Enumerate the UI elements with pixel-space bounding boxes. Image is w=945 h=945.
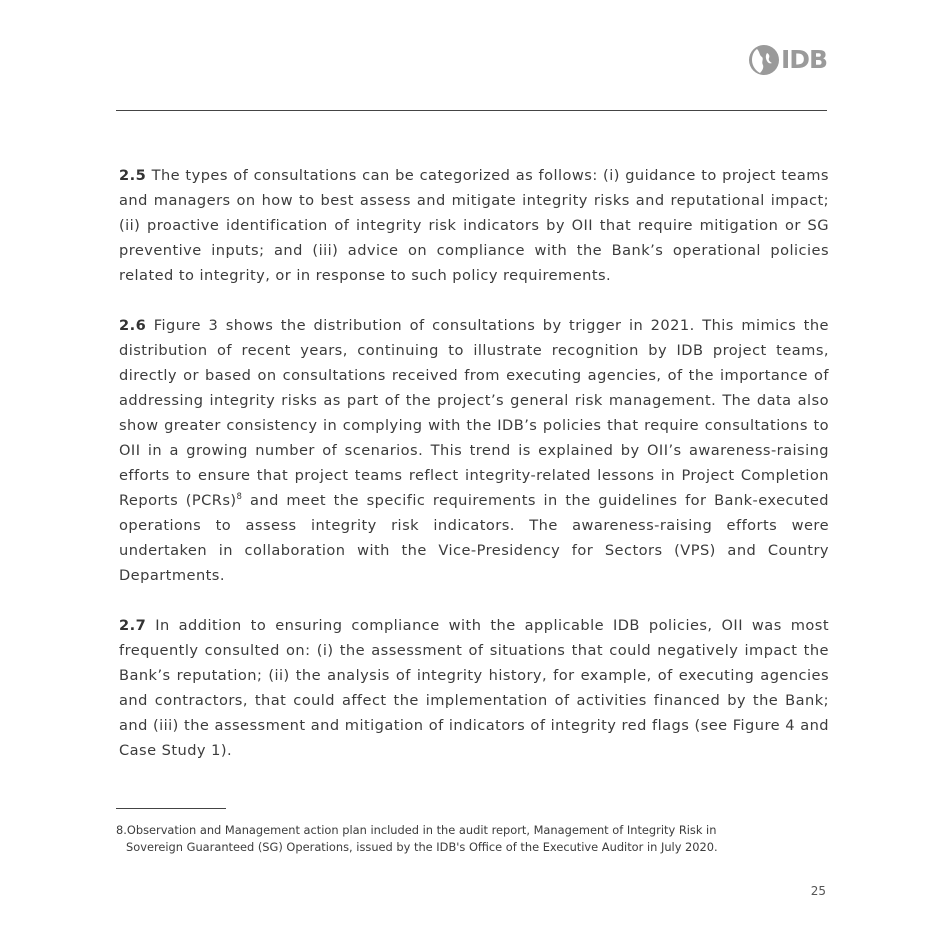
paragraph-number: 2.5 [119, 167, 147, 184]
header-divider [116, 110, 827, 111]
logo-text: IDB [781, 45, 828, 74]
footnote-line-1: 8.Observation and Management action plan included in the audit report, Management of Integrity Risk in [116, 823, 717, 837]
paragraph-text: In addition to ensuring compliance with the applicable IDB policies, OII was most frequently consulted on: (i) the assessment of situations that could negatively impact the Bank’s reputation; (ii) the analysis of integrity history, for example, of executing agencies and contractors, that could affect the implementation of activities financed by the Bank; and (iii) the assessment and mitigation of indicators of integrity red flags (see Figure 4 and Case Study 1). [119, 617, 830, 759]
footnote-reference[interactable]: 8 [236, 492, 243, 502]
paragraph-text: Figure 3 shows the distribution of consultations by trigger in 2021. This mimics the distribution of recent years, continuing to illustrate recognition by IDB project teams, directly or based on consultations received from executing agencies, of the importance of addressing integrity risks as part of the project’s general risk management. The data also show greater consistency in complying with the IDB’s policies that require consultations to OII in a growing number of scenarios. This trend is explained by OII’s awareness-raising efforts to ensure that project teams reflect integrity-related lessons in Project Completion Reports (PCRs) [119, 317, 829, 509]
paragraph-text-continued: and meet the specific requirements in the guidelines for Bank-executed operations to assess integrity risk indicators. The awareness-raising efforts were undertaken in collaboration with the Vice-Presidency for Sectors (VPS) and Country Departments. [119, 492, 829, 584]
paragraph-number: 2.7 [119, 617, 147, 634]
footnote-divider [116, 808, 226, 809]
globe-icon [748, 44, 780, 76]
footnote-line-2: Sovereign Guaranteed (SG) Operations, issued by the IDB's Office of the Executive Auditor in July 2020. [126, 840, 718, 854]
paragraph-2-5 [119, 163, 829, 288]
page-number: 25 [810, 884, 826, 898]
footnote [116, 822, 828, 856]
paragraph-number: 2.6 [119, 317, 147, 334]
body-content [119, 163, 829, 788]
paragraph-text: The types of consultations can be categorized as follows: (i) guidance to project teams and managers on how to best assess and mitigate integrity risks and reputational impact; (ii) proactive identification of integrity risk indicators by OII that require mitigation or SG preventive inputs; and (iii) advice on compliance with the Bank’s operational policies related to integrity, or in response to such policy requirements. [119, 167, 829, 284]
paragraph-2-6 [119, 313, 829, 588]
idb-logo [748, 43, 832, 77]
paragraph-2-7 [119, 613, 829, 763]
